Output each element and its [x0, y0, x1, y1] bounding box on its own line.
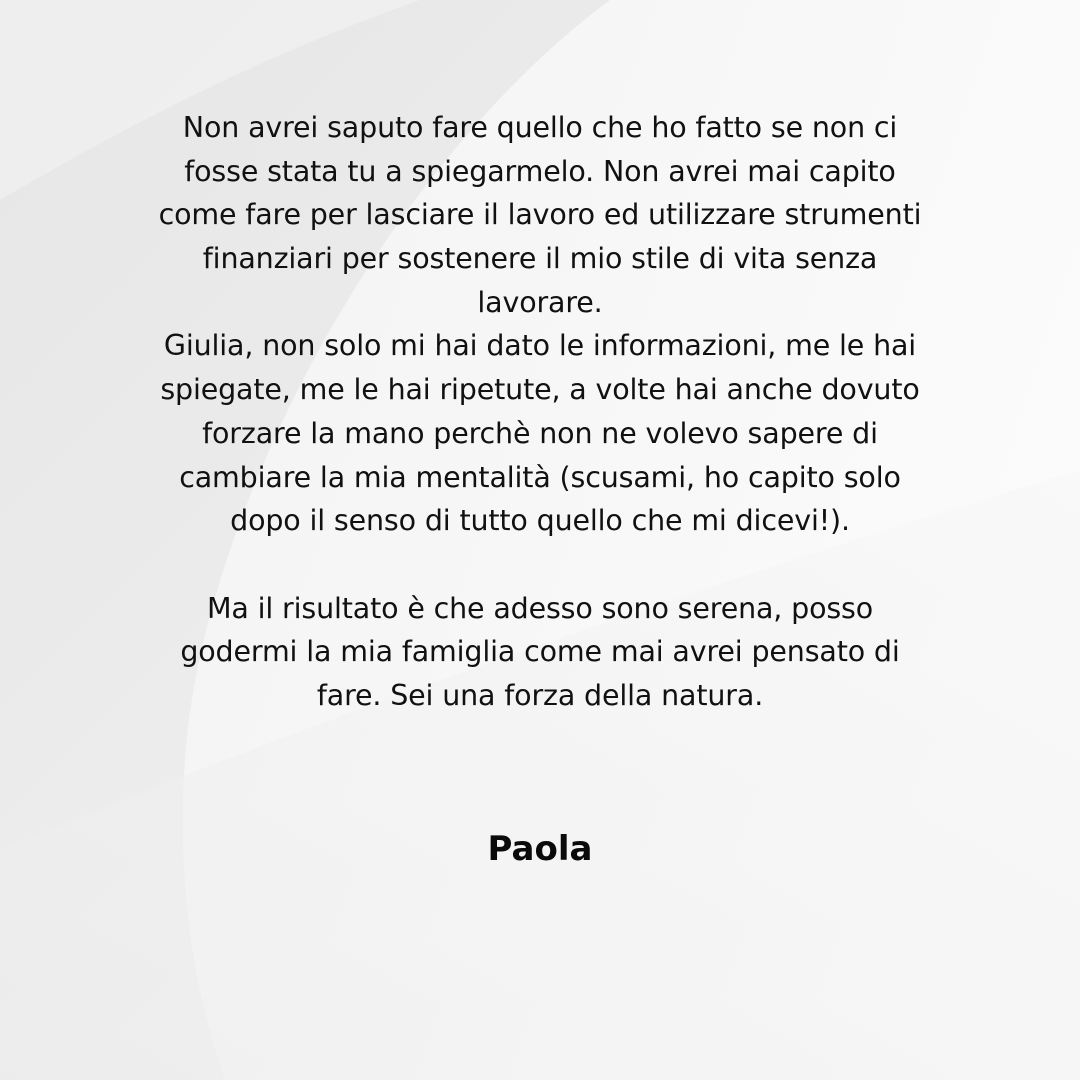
text-line: forzare la mano perchè non ne volevo sapere di — [202, 416, 878, 450]
text-line: godermi la mia famiglia come mai avrei pensato di — [180, 635, 900, 669]
paragraph-spacer — [100, 543, 980, 587]
text-line: spiegate, me le hai ripetute, a volte hai anche dovuto — [160, 373, 920, 407]
text-line: Non avrei saputo fare quello che ho fatto se non ci — [182, 111, 898, 144]
text-line: dopo il senso di tutto quello che mi dicevi!). — [230, 504, 850, 538]
author-signature: Paola — [487, 829, 593, 869]
text-line: fare. Sei una forza della natura. — [316, 678, 764, 712]
text-line: Ma il risultato è che adesso sono serena, posso — [206, 591, 874, 625]
text-line: come fare per lasciare il lavoro ed utilizzare strumenti — [158, 198, 922, 232]
text-line: finanziari per sostenere il mio stile di vita senza — [202, 242, 878, 276]
text-line: lavorare. — [477, 285, 603, 319]
text-line: fosse stata tu a spiegarmelo. Non avrei mai capito — [184, 154, 896, 188]
text-line: Giulia, non solo mi hai dato le informazioni, me le hai — [163, 329, 917, 363]
text-line: cambiare la mia mentalità (scusami, ho capito solo — [179, 460, 901, 494]
testimonial-text — [100, 106, 980, 718]
